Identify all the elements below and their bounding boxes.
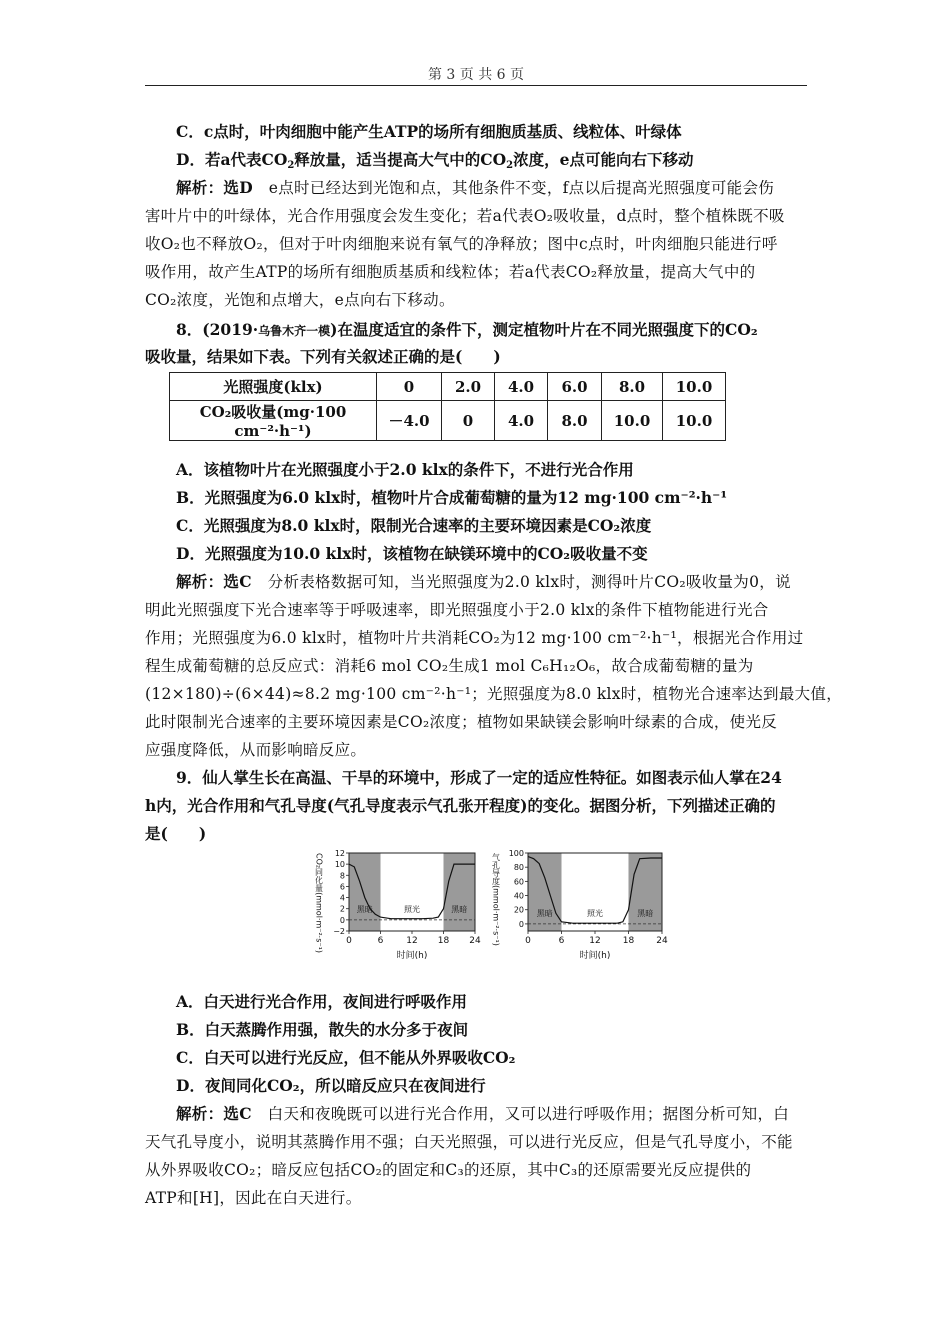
page-header: 第 3 页 共 6 页 (427, 67, 525, 83)
region-label: 黑暗 (637, 908, 654, 918)
table-row (170, 373, 726, 401)
y-tick-label: 2 (339, 904, 345, 914)
table-cell: －4.0 (377, 401, 442, 441)
table-cell: 0 (377, 373, 442, 401)
q8-analysis-line-2: 明此光照强度下光合速率等于呼吸速率，即光照强度小于2.0 klx的条件下植物能进行光合 (145, 601, 769, 619)
x-axis-label: 时间(h) (579, 951, 611, 961)
y-tick-label: 60 (513, 877, 524, 887)
header-rule (145, 85, 807, 86)
dark-region-shade (528, 853, 562, 931)
table-row (170, 401, 726, 441)
table-cell: 4.0 (495, 373, 548, 401)
q8-analysis-line-7: 应强度降低，从而影响暗反应。 (145, 741, 367, 759)
q9-option-a: A．白天进行光合作用，夜间进行呼吸作用 (176, 992, 468, 1011)
q8-option-c: C．光照强度为8.0 klx时，限制光合速率的主要环境因素是CO₂浓度 (176, 516, 652, 535)
q7-option-c: C．c点时，叶肉细胞中能产生ATP的场所有细胞质基质、线粒体、叶绿体 (176, 122, 682, 141)
q8-data-table (169, 372, 726, 441)
q7-analysis-line-3: 收O₂也不释放O₂，但对于叶肉细胞来说有氧气的净释放；图中c点时，叶肉细胞只能进行呼 (145, 235, 778, 253)
q9-analysis-line-3: 从外界吸收CO₂；暗反应包括CO₂的固定和C₃的还原，其中C₃的还原需要光反应提供的 (145, 1161, 752, 1179)
q9-option-d: D．夜间同化CO₂，所以暗反应只在夜间进行 (176, 1076, 486, 1095)
y-tick-label: 20 (513, 905, 524, 915)
y-axis-label: CO₂同化量(mmol·m⁻²·s⁻¹) (314, 853, 324, 953)
table-cell: 10.0 (602, 401, 663, 441)
region-label: 黑暗 (536, 908, 553, 918)
q7-analysis-line-4: 吸作用，故产生ATP的场所有细胞质基质和线粒体；若a代表CO₂释放量，提高大气中的 (145, 263, 756, 281)
co2-assimilation-chart (313, 843, 483, 973)
y-tick-label: 10 (334, 860, 345, 870)
region-label: 照光 (404, 904, 420, 914)
table-cell: 2.0 (442, 373, 495, 401)
stomatal-conductance-chart (490, 843, 670, 973)
q8-analysis-line-5: (12×180)÷(6×44)≈8.2 mg·100 cm⁻²·h⁻¹；光照强度为8.0 klx时，植物光合速率达到最大值， (145, 685, 843, 703)
q7-option-d: D．若a代表$CO_2$释放量，适当提高大气中的$CO_2$浓度，e点可能向右下移动 (176, 150, 694, 171)
table-cell: 10.0 (663, 373, 726, 401)
q7-analysis-line-1: 解析：选D e点时已经达到光饱和点，其他条件不变，f点以后提高光照强度可能会伤 (176, 178, 775, 197)
table-cell: 8.0 (602, 373, 663, 401)
x-tick-label: 24 (469, 936, 481, 946)
q9-analysis-line-4: ATP和[H]，因此在白天进行。 (145, 1189, 362, 1207)
table-cell: 6.0 (548, 373, 602, 401)
y-tick-label: −2 (333, 927, 345, 936)
y-tick-label: 6 (339, 882, 345, 892)
dark-region-shade (349, 853, 381, 931)
dark-region-shade (444, 853, 476, 931)
q9-stem-line-3: 是( ) (145, 824, 207, 843)
q8-stem-line-1: 8．(2019·乌鲁木齐一模)在温度适宜的条件下，测定植物叶片在不同光照强度下的CO₂ (176, 320, 758, 339)
y-tick-label: 40 (513, 891, 524, 901)
x-tick-label: 6 (558, 936, 565, 946)
y-tick-label: 4 (339, 893, 345, 903)
q8-option-d: D．光照强度为10.0 klx时，该植物在缺镁环境中的CO₂吸收量不变 (176, 544, 648, 563)
x-tick-label: 6 (377, 936, 384, 946)
q9-stem-line-1: 9．仙人掌生长在高温、干旱的环境中，形成了一定的适应性特征。如图表示仙人掌在24 (176, 768, 782, 787)
x-tick-label: 0 (346, 936, 352, 946)
y-tick-label: 0 (339, 915, 345, 925)
region-label: 黑暗 (451, 904, 468, 914)
y-tick-label: 0 (518, 919, 524, 929)
q9-analysis-line-1: 解析：选C 白天和夜晚既可以进行光合作用，又可以进行呼吸作用；据图分析可知，白 (176, 1104, 790, 1123)
x-tick-label: 12 (406, 936, 418, 946)
y-tick-label: 100 (508, 849, 524, 858)
x-tick-label: 24 (656, 936, 668, 946)
y-tick-label: 80 (513, 863, 524, 873)
y-axis-label: 气孔导度(mmol·m⁻²·s⁻¹) (491, 853, 501, 946)
q8-option-a: A．该植物叶片在光照强度小于2.0 klx的条件下，不进行光合作用 (176, 460, 634, 479)
y-tick-label: 12 (334, 849, 345, 858)
q8-analysis-line-1: 解析：选C 分析表格数据可知，当光照强度为2.0 klx时，测得叶片CO₂吸收量为0，说 (176, 572, 791, 591)
region-label: 照光 (587, 908, 603, 918)
q9-stem-line-2: h内，光合作用和气孔导度(气孔导度表示气孔张开程度)的变化。据图分析，下列描述正确的 (145, 796, 776, 815)
q7-analysis-line-2: 害叶片中的叶绿体，光合作用强度会发生变化；若a代表O₂吸收量，d点时，整个植株既不吸 (145, 207, 785, 225)
table-cell: 8.0 (548, 401, 602, 441)
x-tick-label: 12 (589, 936, 601, 946)
q9-analysis-line-2: 天气孔导度小，说明其蒸腾作用不强；白天光照强，可以进行光反应，但是气孔导度小，不能 (145, 1133, 793, 1151)
region-label: 黑暗 (356, 904, 373, 914)
q8-analysis-line-4: 程生成葡萄糖的总反应式：消耗6 mol CO₂生成1 mol C₆H₁₂O₆，故合成葡萄糖的量为 (145, 657, 754, 675)
q7-analysis-line-5: CO₂浓度，光饱和点增大，e点向右下移动。 (145, 291, 455, 309)
dark-region-shade (629, 853, 663, 931)
q9-option-b: B．白天蒸腾作用强，散失的水分多于夜间 (176, 1020, 469, 1039)
q8-analysis-line-3: 作用；光照强度为6.0 klx时，植物叶片共消耗CO₂为12 mg·100 cm⁻²·h⁻¹，根据光合作用过 (145, 629, 804, 647)
x-tick-label: 18 (437, 936, 450, 946)
q9-option-c: C．白天可以进行光反应，但不能从外界吸收CO₂ (176, 1048, 516, 1067)
table-header-cell: CO₂吸收量(mg·100 cm⁻²·h⁻¹) (170, 401, 377, 441)
table-cell: 0 (442, 401, 495, 441)
x-tick-label: 0 (525, 936, 531, 946)
y-tick-label: 8 (339, 871, 345, 881)
table-cell: 4.0 (495, 401, 548, 441)
table-cell: 10.0 (663, 401, 726, 441)
x-tick-label: 18 (622, 936, 635, 946)
q8-stem-line-2: 吸收量，结果如下表。下列有关叙述正确的是( ) (145, 347, 501, 366)
table-header-cell: 光照强度(klx) (170, 373, 377, 401)
q8-option-b: B．光照强度为6.0 klx时，植物叶片合成葡萄糖的量为12 mg·100 cm⁻²·h⁻¹ (176, 488, 728, 507)
q8-analysis-line-6: 此时限制光合速率的主要环境因素是CO₂浓度；植物如果缺镁会影响叶绿素的合成，使光反 (145, 713, 778, 731)
x-axis-label: 时间(h) (396, 951, 428, 961)
